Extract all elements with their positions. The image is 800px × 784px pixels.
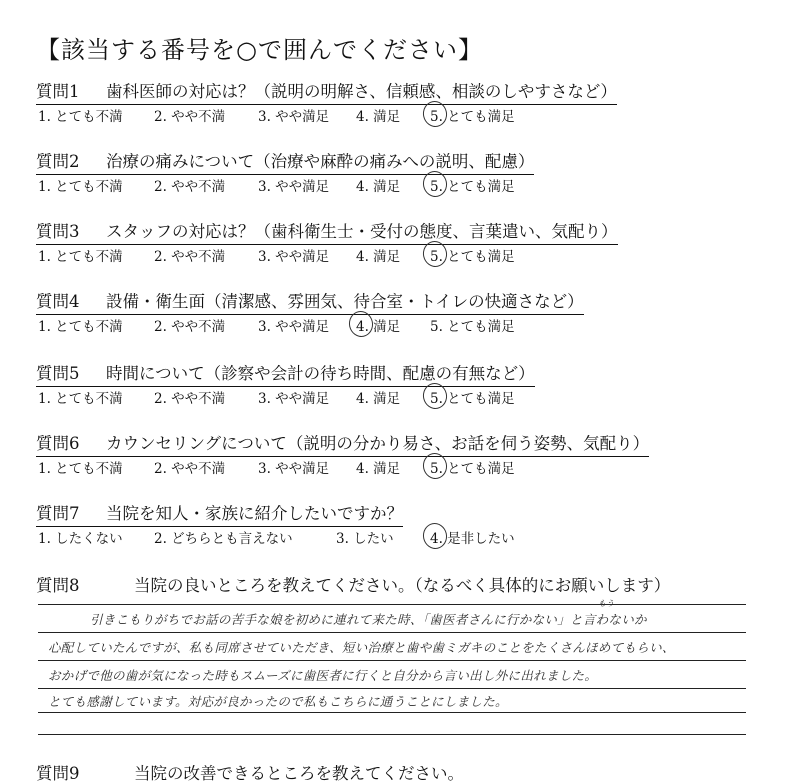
question-text: カウンセリングについて（説明の分かり易さ、お話を伺う姿勢、気配り） <box>106 434 650 453</box>
answer-option[interactable]: 5. とても満足 <box>430 109 515 125</box>
question-8-number: 質問8 <box>36 576 80 595</box>
answer-option[interactable]: 5. とても満足 <box>430 461 515 477</box>
question-heading <box>36 78 617 105</box>
question-text: 歯科医師の対応は？（説明の明解さ、信頼感、相談のしやすさなど） <box>106 82 617 101</box>
answer-option[interactable]: 3. やや満足 <box>258 319 330 335</box>
question-heading <box>36 218 618 245</box>
comment-rule <box>38 660 746 661</box>
question-number: 質問6 <box>36 434 80 453</box>
answer-option[interactable]: 3. やや満足 <box>258 179 330 195</box>
answer-option[interactable]: 2. どちらとも言えない <box>154 531 293 547</box>
answer-option[interactable]: 4. 満足 <box>356 319 401 335</box>
question-8-heading <box>36 572 670 596</box>
answer-option[interactable]: 1. とても不満 <box>38 109 123 125</box>
answer-option[interactable]: 5. とても満足 <box>430 179 515 195</box>
answer-option[interactable]: 3. したい <box>336 531 394 547</box>
answer-option[interactable]: 1. とても不満 <box>38 391 123 407</box>
question-number: 質問3 <box>36 222 80 241</box>
question-number: 質問7 <box>36 504 80 523</box>
answer-option[interactable]: 2. やや不満 <box>154 319 226 335</box>
answer-option[interactable]: 3. やや満足 <box>258 109 330 125</box>
question-heading <box>36 430 649 457</box>
answer-option[interactable]: 1. とても不満 <box>38 249 123 265</box>
answer-option[interactable]: 3. やや満足 <box>258 461 330 477</box>
answer-option[interactable]: 3. やや満足 <box>258 391 330 407</box>
handwriting-line: おかげで他の歯が気になった時もスムーズに歯医者に行くと自分から言い出し外に出れました。 <box>48 668 598 683</box>
answer-option[interactable]: 2. やや不満 <box>154 249 226 265</box>
question-number: 質問2 <box>36 152 80 171</box>
question-9-number: 質問9 <box>36 764 80 783</box>
question-text: 設備・衛生面（清潔感、雰囲気、待合室・トイレの快適さなど） <box>106 292 584 311</box>
question-heading <box>36 360 535 387</box>
handwriting-line: 引きこもりがちでお話の苦手な娘を初めに連れて来た時、「歯医者さんに行かない」と言わないか <box>90 612 647 627</box>
answer-option[interactable]: 3. やや満足 <box>258 249 330 265</box>
comment-rule <box>38 688 746 689</box>
answer-option[interactable]: 1. とても不満 <box>38 461 123 477</box>
answer-option[interactable]: 5. とても満足 <box>430 319 515 335</box>
question-text: スタッフの対応は？（歯科衛生士・受付の態度、言葉遣い、気配り） <box>106 222 618 241</box>
answer-option[interactable]: 2. やや不満 <box>154 109 226 125</box>
answer-option[interactable]: 4. 満足 <box>356 391 401 407</box>
comment-rule <box>38 632 746 633</box>
question-heading <box>36 500 403 527</box>
instruction-title: 【該当する番号を○で囲んでください】 <box>36 36 483 64</box>
answer-option[interactable]: 2. やや不満 <box>154 391 226 407</box>
question-heading <box>36 148 534 175</box>
question-number: 質問4 <box>36 292 80 311</box>
question-8-text: 当院の良いところを教えてください。（なるべく具体的にお願いします） <box>134 576 671 595</box>
answer-option[interactable]: 5. とても満足 <box>430 391 515 407</box>
handwriting-line: とても感謝しています。対応が良かったので私もこちらに通うことにしました。 <box>48 694 508 709</box>
question-9-heading <box>36 760 464 784</box>
question-text: 時間について（診察や会計の待ち時間、配慮の有無など） <box>106 364 535 383</box>
question-9-text: 当院の改善できるところを教えてください。 <box>134 764 464 783</box>
answer-option[interactable]: 2. やや不満 <box>154 179 226 195</box>
question-heading <box>36 288 584 315</box>
answer-option[interactable]: 1. とても不満 <box>38 179 123 195</box>
answer-option[interactable]: 4. 満足 <box>356 179 401 195</box>
comment-rule <box>38 604 746 605</box>
handwriting-line: 心配していたんですが、私も同席させていただき、短い治療と歯や歯ミガキのことをたくさんほめてもらい、 <box>48 640 675 655</box>
answer-option[interactable]: 2. やや不満 <box>154 461 226 477</box>
comment-rule <box>38 712 746 713</box>
question-text: 治療の痛みについて（治療や麻酔の痛みへの説明、配慮） <box>106 152 535 171</box>
question-number: 質問5 <box>36 364 80 383</box>
handwriting-annotation: もう <box>598 599 615 608</box>
answer-option[interactable]: 4. 是非したい <box>430 531 515 547</box>
answer-option[interactable]: 4. 満足 <box>356 461 401 477</box>
answer-option[interactable]: 4. 満足 <box>356 109 401 125</box>
answer-option[interactable]: 1. したくない <box>38 531 123 547</box>
question-number: 質問1 <box>36 82 80 101</box>
answer-option[interactable]: 1. とても不満 <box>38 319 123 335</box>
answer-option[interactable]: 5. とても満足 <box>430 249 515 265</box>
question-text: 当院を知人・家族に紹介したいですか？ <box>106 504 403 523</box>
comment-area[interactable] <box>38 596 746 736</box>
comment-rule <box>38 734 746 735</box>
answer-option[interactable]: 4. 満足 <box>356 249 401 265</box>
